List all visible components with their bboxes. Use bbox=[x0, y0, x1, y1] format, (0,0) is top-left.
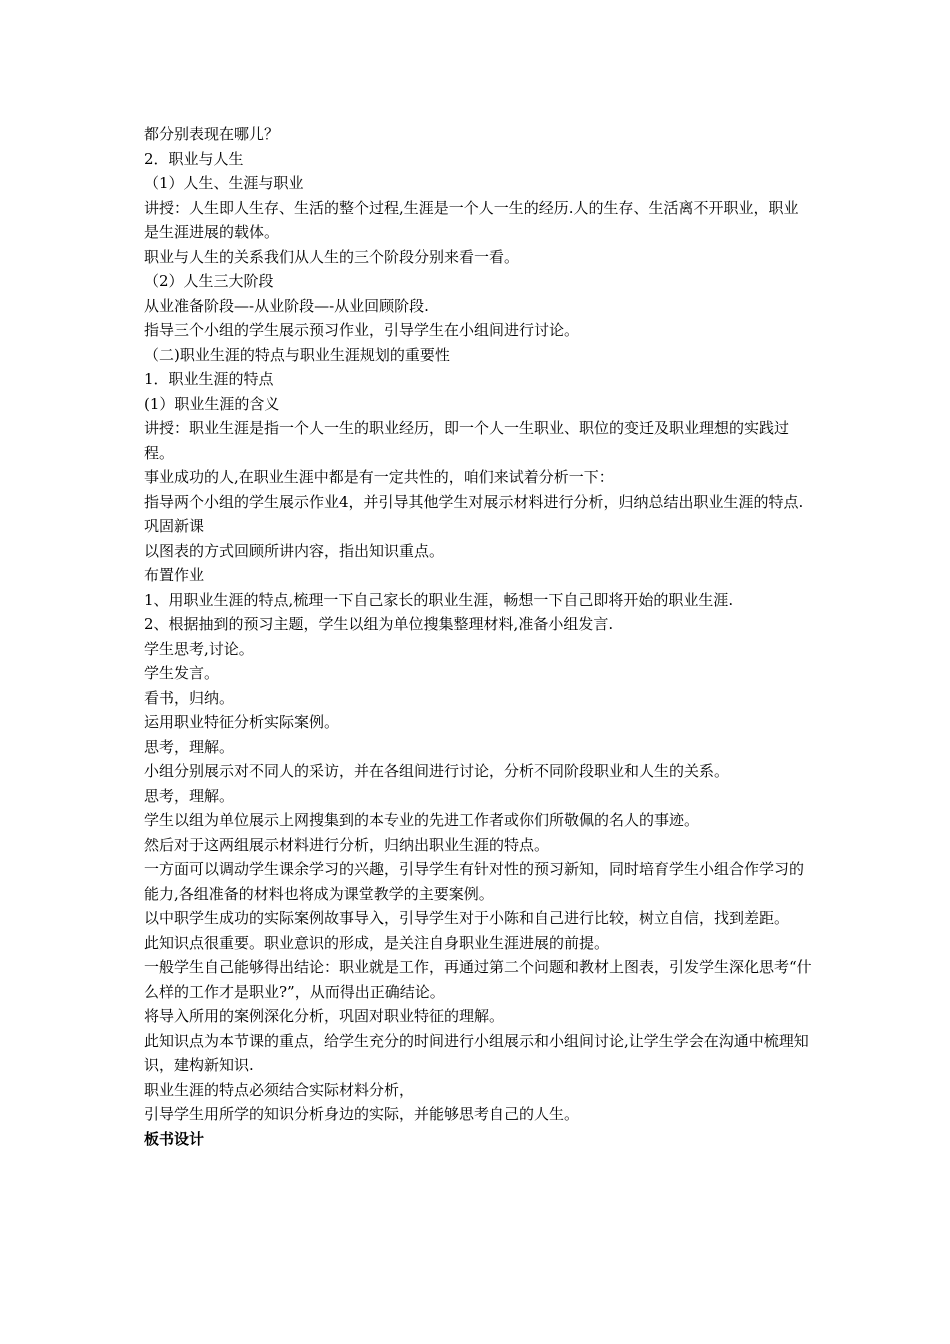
paragraph: 运用职业特征分析实际案例。 bbox=[144, 713, 340, 731]
paragraph: 思考，理解。 bbox=[144, 786, 235, 805]
paragraph: 职业生涯的特点必须结合实际材料分析， bbox=[144, 1080, 415, 1099]
paragraph: 讲授：职业生涯是指一个人一生的职业经历，即一个人一生职业、职位的变迁及职业理想的实践过程。 bbox=[144, 419, 790, 462]
paragraph: 此知识点为本节课的重点，给学生充分的时间进行小组展示和小组间讨论,让学生学会在沟通中梳理知识，建构新知识. bbox=[144, 1031, 809, 1074]
section-heading: 巩固新课 bbox=[144, 517, 205, 535]
paragraph: 讲授：人生即人生存、生活的整个过程,生涯是一个人一生的经历.人的生存、生活离不开职业，职业是生涯进展的载体。 bbox=[144, 198, 799, 241]
paragraph: 思考，理解。 bbox=[144, 737, 235, 756]
paragraph: 职业与人生的关系我们从人生的三个阶段分别来看一看。 bbox=[144, 247, 520, 266]
paragraph: 引导学生用所学的知识分析身边的实际，并能够思考自己的人生。 bbox=[144, 1105, 580, 1123]
paragraph: 学生发言。 bbox=[144, 664, 220, 682]
paragraph: 看书，归纳。 bbox=[144, 688, 235, 707]
subsection-heading: （1）人生、生涯与职业 bbox=[144, 174, 304, 192]
paragraph: 学生以组为单位展示上网搜集到的本专业的先进工作者或你们所敬佩的名人的事迹。 bbox=[144, 811, 700, 829]
paragraph: 小组分别展示对不同人的采访，并在各组间进行讨论，分析不同阶段职业和人生的关系。 bbox=[144, 762, 730, 780]
paragraph: 都分别表现在哪儿？ bbox=[144, 125, 280, 143]
paragraph: 2、根据抽到的预习主题，学生以组为单位搜集整理材料,准备小组发言. bbox=[144, 615, 614, 633]
paragraph: 一般学生自己能够得出结论：职业就是工作，再通过第二个问题和教材上图表，引发学生深化思考“什么样的工作才是职业?”，从而得出正确结论。 bbox=[144, 958, 812, 1001]
paragraph: 事业成功的人,在职业生涯中都是有一定共性的，咱们来试着分析一下： bbox=[144, 468, 614, 486]
paragraph: 1、用职业生涯的特点,梳理一下自己家长的职业生涯，畅想一下自己即将开始的职业生涯. bbox=[144, 590, 734, 609]
subsection-heading: (1）职业生涯的含义 bbox=[144, 394, 280, 413]
section-heading: （二)职业生涯的特点与职业生涯规划的重要性 bbox=[144, 345, 450, 364]
paragraph: 将导入所用的案例深化分析，巩固对职业特征的理解。 bbox=[144, 1007, 505, 1025]
subsection-heading: （2）人生三大阶段 bbox=[144, 272, 274, 290]
paragraph: 此知识点很重要。职业意识的形成，是关注自身职业生涯进展的前提。 bbox=[144, 933, 610, 952]
paragraph: 以中职学生成功的实际案例故事导入，引导学生对于小陈和自己进行比较，树立自信，找到差距。 bbox=[144, 909, 790, 927]
paragraph: 学生思考,讨论。 bbox=[144, 639, 254, 658]
paragraph: 指导三个小组的学生展示预习作业，引导学生在小组间进行讨论。 bbox=[144, 321, 580, 339]
paragraph: 然后对于这两组展示材料进行分析，归纳出职业生涯的特点。 bbox=[144, 835, 550, 854]
paragraph: 指导两个小组的学生展示作业4，并引导其他学生对展示材料进行分析，归纳总结出职业生涯的特点. bbox=[144, 492, 804, 511]
document-body bbox=[144, 122, 812, 1151]
paragraph: 从业准备阶段—-从业阶段—-从业回顾阶段. bbox=[144, 296, 429, 315]
board-design-heading: 板书设计 bbox=[144, 1129, 205, 1148]
section-heading: 2．职业与人生 bbox=[144, 149, 244, 168]
paragraph: 以图表的方式回顾所讲内容，指出知识重点。 bbox=[144, 541, 445, 560]
paragraph: 一方面可以调动学生课余学习的兴趣，引导学生有针对性的预习新知，同时培育学生小组合作学习的能力,各组准备的材料也将成为课堂教学的主要案例。 bbox=[144, 860, 805, 903]
section-heading: 1．职业生涯的特点 bbox=[144, 370, 274, 388]
section-heading: 布置作业 bbox=[144, 566, 205, 584]
